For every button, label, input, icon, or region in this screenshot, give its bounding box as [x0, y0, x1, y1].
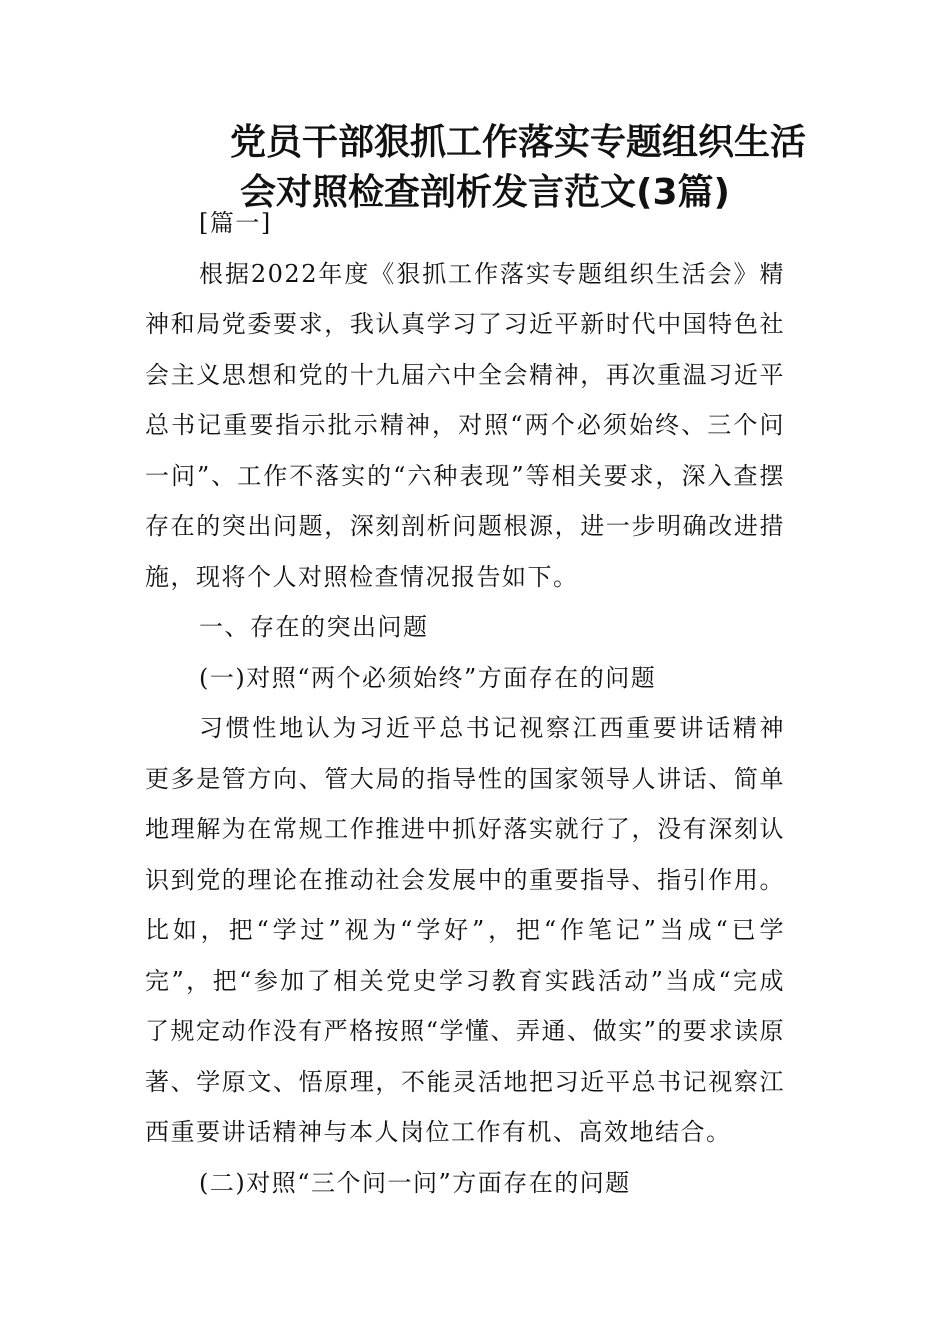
- subsection-heading-2: (二)对照“三个问一问”方面存在的问题: [199, 1168, 631, 1197]
- title-line-2: 会对照检查剖析发言范文(3篇): [240, 172, 730, 213]
- subsection-heading-1: (一)对照“两个必须始终”方面存在的问题: [199, 663, 657, 692]
- title-line-1: 党员干部狠抓工作落实专题组织生活: [230, 122, 807, 163]
- intro-paragraph: 根据2022年度《狠抓工作落实专题组织生活会》精神和局党委要求，我认真学习了习近平新时代中国特色社会主义思想和党的十九届六中全会精神，再次重温习近平总书记重要指示批示精神，对照“两个必须始终、三个问一问”、工作不落实的“六种表现”等相关要求，深入查摆存在的突出问题，深刻剖析问题根源，进一步明确改进措施，现将个人对照检查情况报告如下。: [145, 259, 785, 591]
- section-label: [篇一]: [199, 209, 272, 237]
- section-heading: 一、存在的突出问题: [199, 613, 429, 641]
- document-body: [145, 198, 785, 1208]
- body-paragraph: 习惯性地认为习近平总书记视察江西重要讲话精神更多是管方向、管大局的指导性的国家领导人讲话、简单地理解为在常规工作推进中抓好落实就行了，没有深刻认识到党的理论在推动社会发展中的重要指导、指引作用。比如，把“学过”视为“学好”，把“作笔记”当成“已学完”，把“参加了相关党史学习教育实践活动”当成“完成了规定动作没有严格按照“学懂、弄通、做实”的要求读原著、学原文、悟原理，不能灵活地把习近平总书记视察江西重要讲话精神与本人岗位工作有机、高效地结合。: [145, 714, 785, 1146]
